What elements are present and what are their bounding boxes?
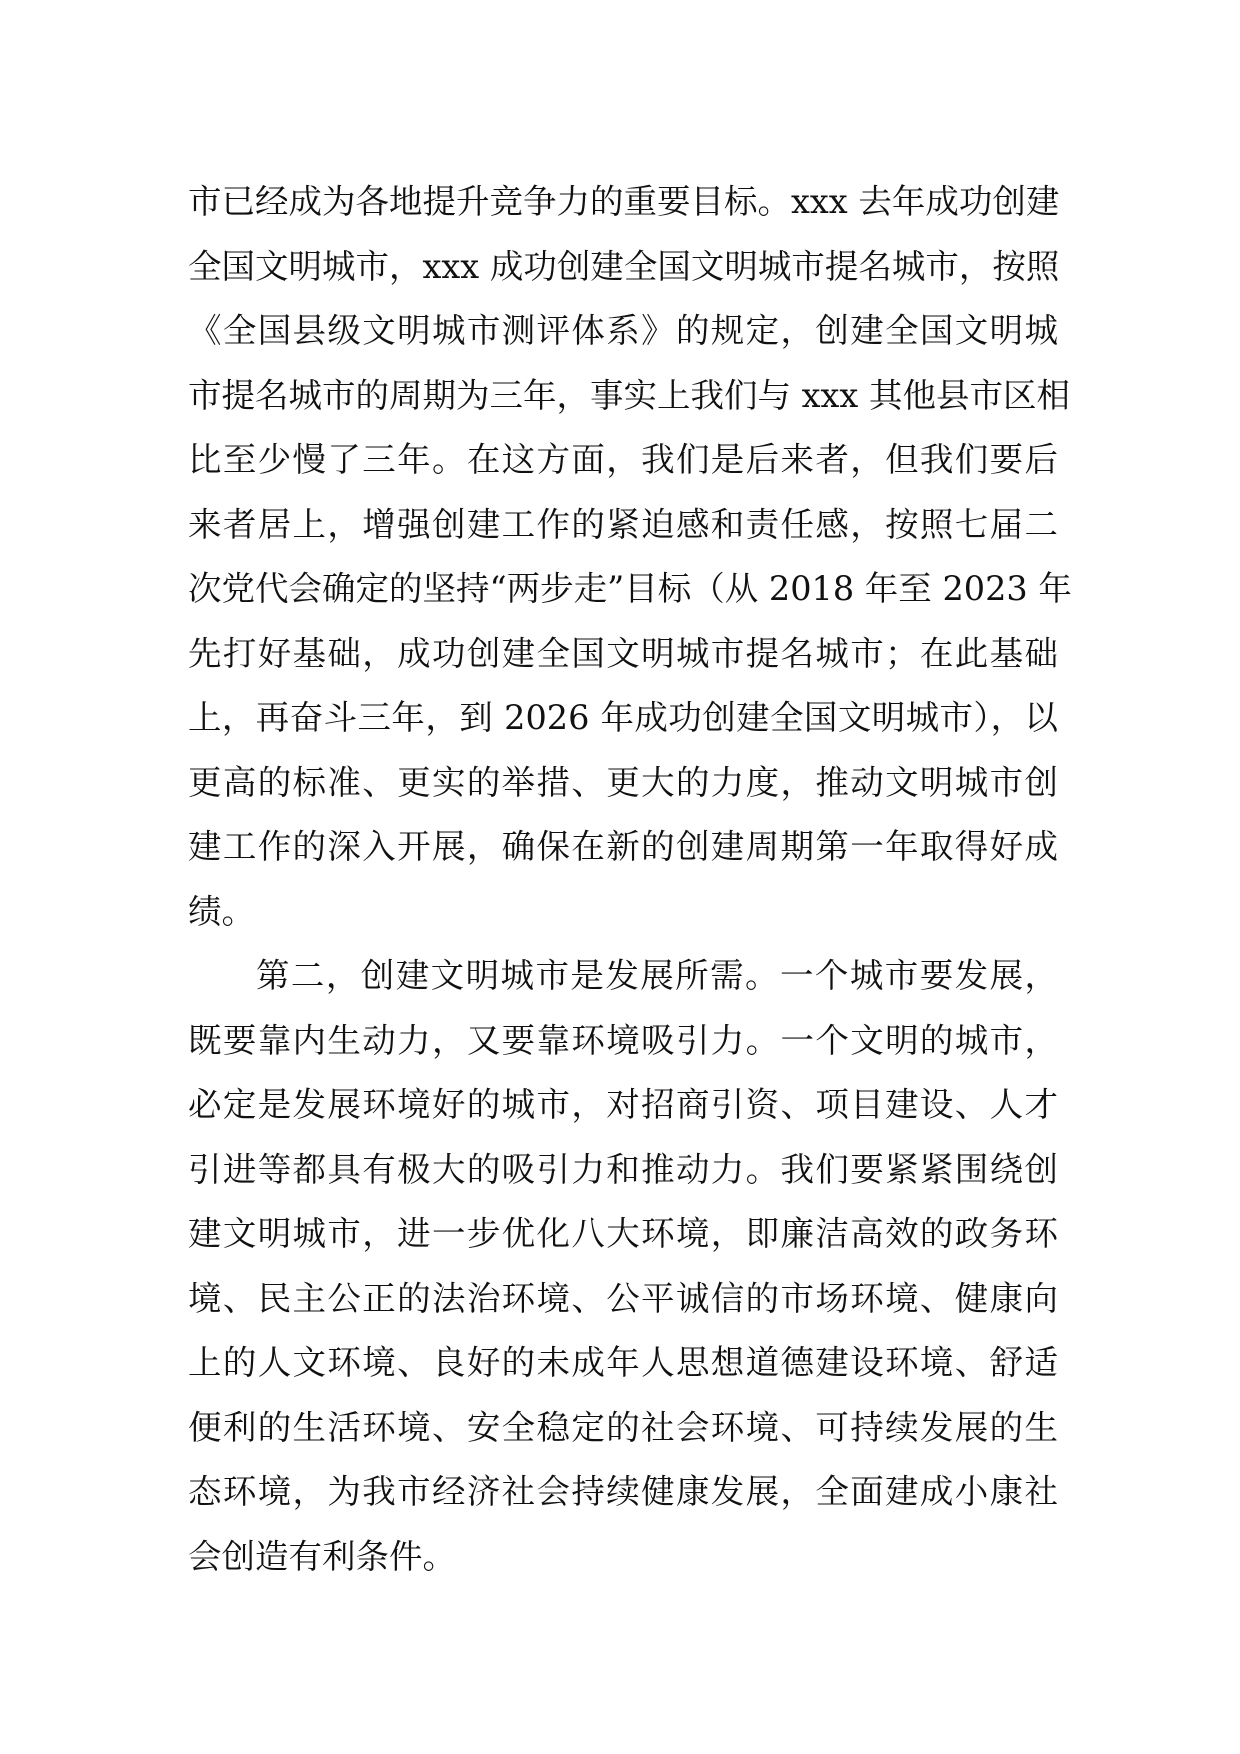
text-line: 先打好基础，成功创建全国文明城市提名城市；在此基础 [188, 633, 1058, 673]
text-line: 引进等都具有极大的吸引力和推动力。我们要紧紧围绕创 [188, 1149, 1058, 1189]
text-line: 上的人文环境、良好的未成年人思想道德建设环境、舒适 [188, 1343, 1058, 1382]
text-line: 会创造有利条件。 [188, 1536, 456, 1576]
text-line: 建文明城市，进一步优化八大环境，即廉洁高效的政务环 [188, 1214, 1058, 1253]
text-line: 次党代会确定的坚持“两步走”目标（从 2018 年至 2023 年 [188, 569, 1072, 608]
text-line: 《全国县级文明城市测评体系》的规定，创建全国文明城 [188, 311, 1058, 350]
text-line: 第二，创建文明城市是发展所需。一个城市要发展， [256, 956, 1058, 995]
text-line: 全国文明城市，xxx 成功创建全国文明城市提名城市，按照 [188, 246, 1060, 286]
paragraph-2 [188, 944, 1058, 1589]
text-line: 来者居上，增强创建工作的紧迫感和责任感，按照七届二 [188, 504, 1058, 544]
text-line: 绩。 [188, 891, 255, 931]
text-line: 境、民主公正的法治环境、公平诚信的市场环境、健康向 [188, 1278, 1058, 1318]
text-line: 便利的生活环境、安全稳定的社会环境、可持续发展的生 [188, 1407, 1058, 1447]
document-body [188, 170, 1072, 1589]
text-line: 既要靠内生动力，又要靠环境吸引力。一个文明的城市， [188, 1020, 1058, 1060]
text-line: 更高的标准、更实的举措、更大的力度，推动文明城市创 [188, 762, 1058, 802]
paragraph-1 [188, 170, 1072, 944]
text-line: 态环境，为我市经济社会持续健康发展，全面建成小康社 [188, 1472, 1058, 1511]
text-line: 比至少慢了三年。在这方面，我们是后来者，但我们要后 [188, 440, 1058, 479]
text-line: 必定是发展环境好的城市，对招商引资、项目建设、人才 [188, 1085, 1058, 1124]
text-line: 上，再奋斗三年，到 2026 年成功创建全国文明城市），以 [188, 698, 1058, 737]
text-line: 市已经成为各地提升竞争力的重要目标。xxx 去年成功创建 [188, 182, 1060, 221]
text-line: 建工作的深入开展，确保在新的创建周期第一年取得好成 [188, 827, 1058, 866]
text-line: 市提名城市的周期为三年，事实上我们与 xxx 其他县市区相 [188, 375, 1070, 415]
